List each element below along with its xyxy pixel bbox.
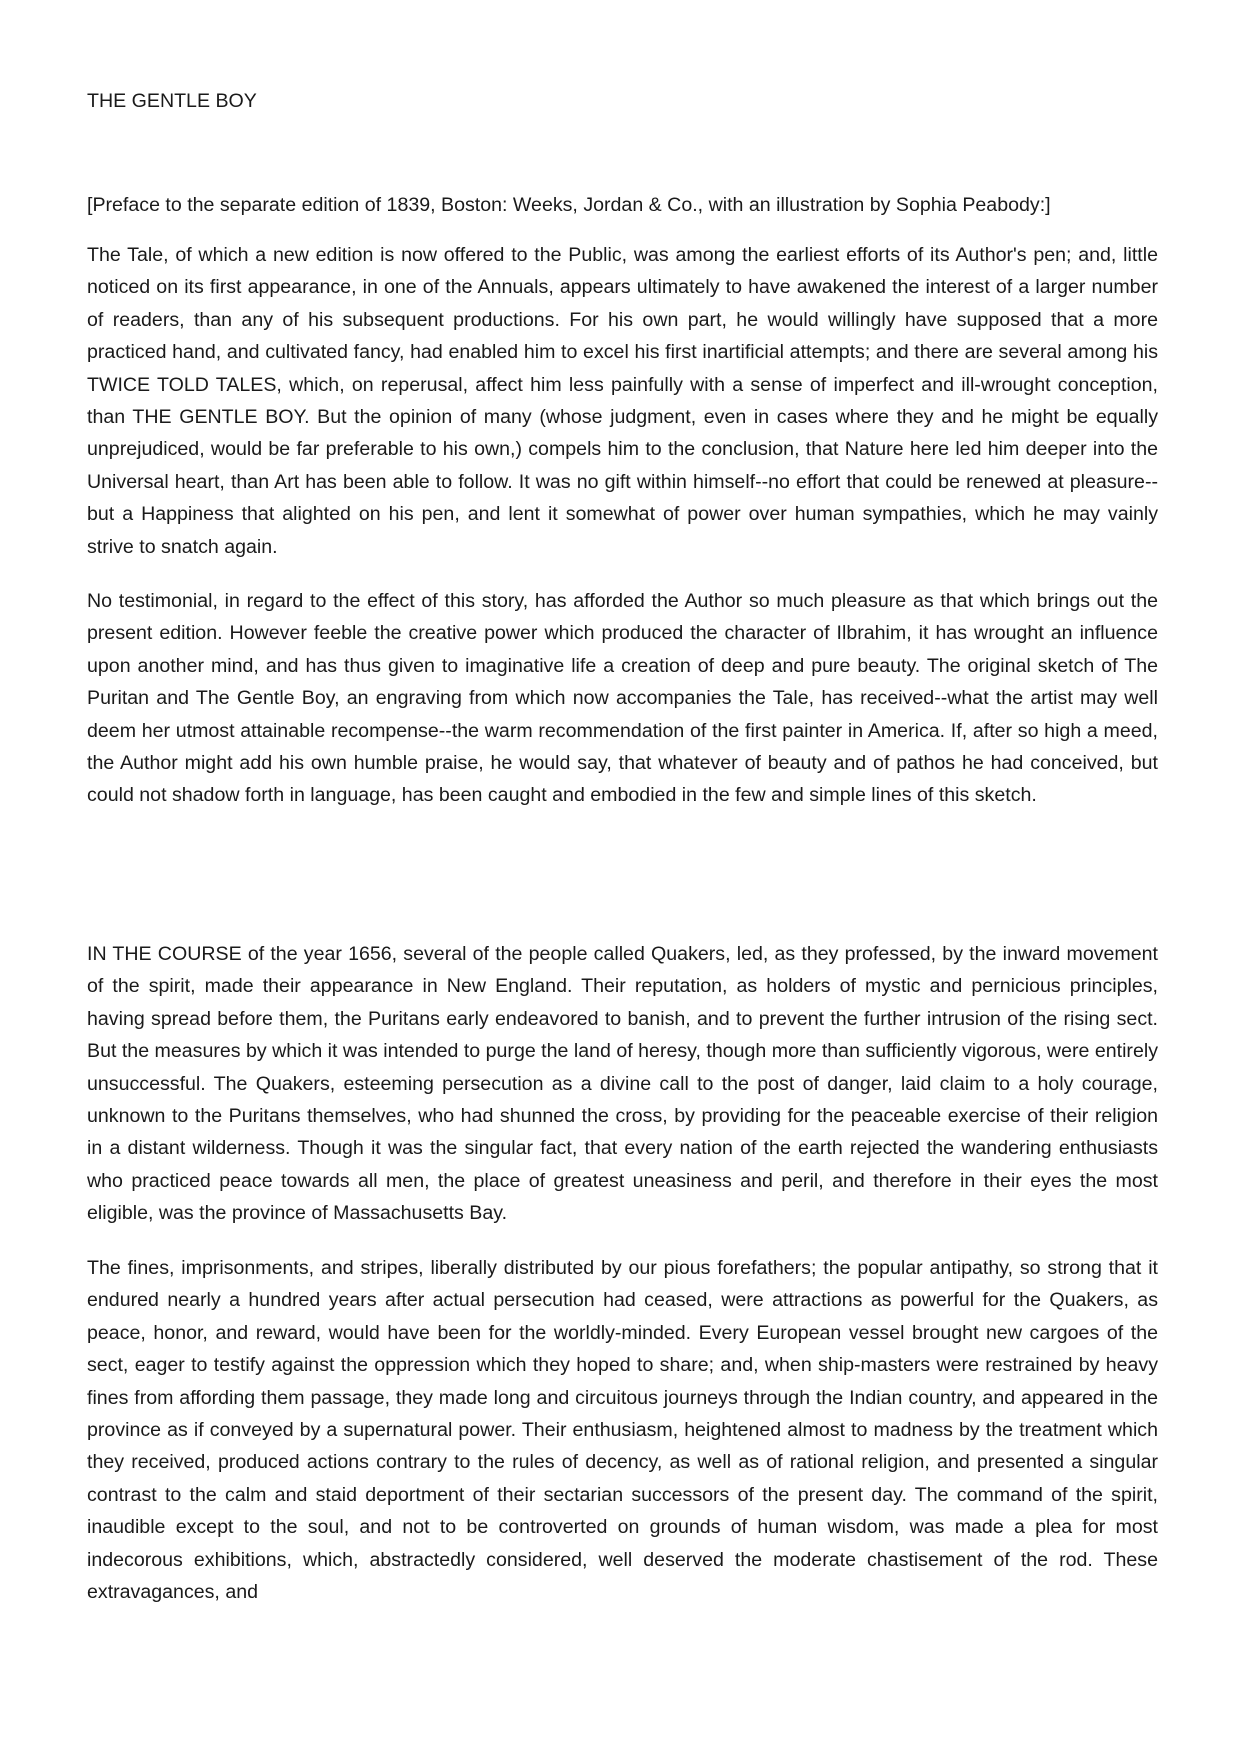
- preface-paragraph: The Tale, of which a new edition is now offered to the Public, was among the earliest efforts of its Author's pen; and, little noticed on its first appearance, in one of the Annuals, appears ultimately to have awakened the interest of a larger number of readers, than any of his subsequent productions. For his own part, he would willingly have supposed that a more practiced hand, and cultivated fancy, had enabled him to excel his first inartificial attempts; and there are several among his TWICE TOLD TALES, which, on reperusal, affect him less painfully with a sense of imperfect and ill-wrought conception, than THE GENTLE BOY. But the opinion of many (whose judgment, even in cases where they and he might be equally unprejudiced, would be far preferable to his own,) compels him to the conclusion, that Nature here led him deeper into the Universal heart, than Art has been able to follow. It was no gift within himself--no effort that could be renewed at pleasure--but a Happiness that alighted on his pen, and lent it somewhat of power over human sympathies, which he may vainly strive to snatch again.: [87, 244, 1158, 558]
- preface-note: [Preface to the separate edition of 1839, Boston: Weeks, Jordan & Co., with an illustration by Sophia Peabody:]: [87, 194, 1051, 216]
- preface-paragraph: No testimonial, in regard to the effect of this story, has afforded the Author so much pleasure as that which brings out the present edition. However feeble the creative power which produced the character of Ilbrahim, it has wrought an influence upon another mind, and has thus given to imaginative life a creation of deep and pure beauty. The original sketch of The Puritan and The Gentle Boy, an engraving from which now accompanies the Tale, has received--what the artist may well deem her utmost attainable recompense--the warm recommendation of the first painter in America. If, after so high a meed, the Author might add his own humble praise, he would say, that whatever of beauty and of pathos he had conceived, but could not shadow forth in language, has been caught and embodied in the few and simple lines of this sketch.: [87, 590, 1158, 807]
- story-paragraph: The fines, imprisonments, and stripes, liberally distributed by our pious forefathers; the popular antipathy, so strong that it endured nearly a hundred years after actual persecution had ceased, were attractions as powerful for the Quakers, as peace, honor, and reward, would have been for the worldly-minded. Every European vessel brought new cargoes of the sect, eager to testify against the oppression which they hoped to share; and, when ship-masters were restrained by heavy fines from affording them passage, they made long and circuitous journeys through the Indian country, and appeared in the province as if conveyed by a supernatural power. Their enthusiasm, heightened almost to madness by the treatment which they received, produced actions contrary to the rules of decency, as well as of rational religion, and presented a singular contrast to the calm and staid deportment of their sectarian successors of the present day. The command of the spirit, inaudible except to the soul, and not to be controverted on grounds of human wisdom, was made a plea for most indecorous exhibitions, which, abstractedly considered, well deserved the moderate chastisement of the rod. These extravagances, and: [87, 1257, 1158, 1604]
- page-title: THE GENTLE BOY: [87, 90, 257, 112]
- story-paragraph: IN THE COURSE of the year 1656, several of the people called Quakers, led, as they professed, by the inward movement of the spirit, made their appearance in New England. Their reputation, as holders of mystic and pernicious principles, having spread before them, the Puritans early endeavored to banish, and to prevent the further intrusion of the rising sect. But the measures by which it was intended to purge the land of heresy, though more than sufficiently vigorous, were entirely unsuccessful. The Quakers, esteeming persecution as a divine call to the post of danger, laid claim to a holy courage, unknown to the Puritans themselves, who had shunned the cross, by providing for the peaceable exercise of their religion in a distant wilderness. Though it was the singular fact, that every nation of the earth rejected the wandering enthusiasts who practiced peace towards all men, the place of greatest uneasiness and peril, and therefore in their eyes the most eligible, was the province of Massachusetts Bay.: [87, 943, 1158, 1225]
